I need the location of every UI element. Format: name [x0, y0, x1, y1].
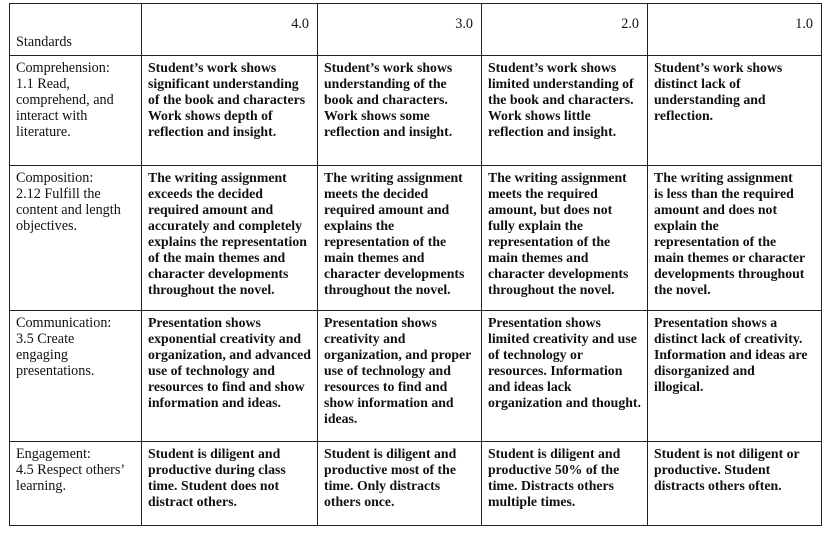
standards-label: Standards	[16, 34, 72, 50]
descriptor-cell	[142, 166, 318, 311]
header-score-cell	[142, 4, 318, 56]
descriptor-cell	[482, 166, 648, 311]
score-label: 1.0	[795, 16, 813, 32]
descriptor-cell	[318, 442, 482, 526]
descriptor-text: Presentation shows exponential creativity and organization, and advanced use of technology and resources to find and show information and ideas.	[148, 315, 311, 410]
score-label: 3.0	[455, 16, 473, 32]
descriptor-text: The writing assignment is less than the required amount and does not explain the representation of the main themes or character developments throughout the novel.	[654, 170, 806, 297]
standard-text: Communication: 3.5 Create engaging presentations.	[16, 315, 112, 379]
descriptor-cell	[318, 56, 482, 166]
standard-cell	[10, 166, 142, 311]
standard-text: Engagement: 4.5 Respect others’ learning.	[16, 446, 126, 494]
descriptor-text: Presentation shows a distinct lack of creativity. Information and ideas are disorganized and illogical.	[654, 315, 808, 394]
table-row	[10, 442, 822, 526]
header-standards-cell	[10, 4, 142, 56]
table-row	[10, 311, 822, 442]
descriptor-text: The writing assignment meets the decided required amount and explains the representation of the main themes and character developments throughout the novel.	[324, 170, 465, 297]
score-label: 4.0	[291, 16, 309, 32]
standard-cell	[10, 311, 142, 442]
descriptor-cell	[482, 56, 648, 166]
descriptor-cell	[482, 442, 648, 526]
descriptor-text: The writing assignment exceeds the decided required amount and accurately and completely explains the representation of the main themes and character developments throughout the novel.	[148, 170, 307, 297]
descriptor-cell	[648, 311, 822, 442]
descriptor-text: Presentation shows creativity and organization, and proper use of technology and resources to find and show information and ideas.	[324, 315, 472, 426]
descriptor-cell	[142, 56, 318, 166]
descriptor-cell	[648, 166, 822, 311]
score-label: 2.0	[621, 16, 639, 32]
standard-cell	[10, 56, 142, 166]
header-row	[10, 4, 822, 56]
descriptor-cell	[318, 166, 482, 311]
descriptor-cell	[142, 442, 318, 526]
descriptor-text: Student’s work shows understanding of the book and characters. Work shows some reflection and insight.	[324, 60, 453, 139]
descriptor-text: Student is diligent and productive 50% of the time. Distracts others multiple times.	[488, 446, 621, 509]
descriptor-text: Student’s work shows significant understanding of the book and characters Work shows depth of reflection and insight.	[148, 60, 306, 139]
header-score-cell	[482, 4, 648, 56]
descriptor-cell	[318, 311, 482, 442]
standard-text: Comprehension: 1.1 Read, comprehend, and interact with literature.	[16, 60, 114, 140]
table-row	[10, 56, 822, 166]
header-score-cell	[648, 4, 822, 56]
standard-cell	[10, 442, 142, 526]
descriptor-cell	[648, 442, 822, 526]
rubric-table	[9, 3, 822, 526]
descriptor-cell	[142, 311, 318, 442]
standard-text: Composition: 2.12 Fulfill the content and length objectives.	[16, 170, 121, 234]
descriptor-text: Student is diligent and productive most of the time. Only distracts others once.	[324, 446, 457, 509]
descriptor-text: Student is not diligent or productive. Student distracts others often.	[654, 446, 800, 493]
descriptor-text: Student’s work shows limited understanding of the book and characters. Work shows little reflection and insight.	[488, 60, 634, 139]
descriptor-text: Student’s work shows distinct lack of understanding and reflection.	[654, 60, 783, 123]
descriptor-text: Presentation shows limited creativity and use of technology or resources. Information and ideas lack organization and thought.	[488, 315, 641, 410]
descriptor-cell	[482, 311, 648, 442]
descriptor-cell	[648, 56, 822, 166]
table-row	[10, 166, 822, 311]
header-score-cell	[318, 4, 482, 56]
descriptor-text: Student is diligent and productive during class time. Student does not distract others.	[148, 446, 286, 509]
descriptor-text: The writing assignment meets the required amount, but does not fully explain the representation of the main themes and character developments throughout the novel.	[488, 170, 629, 297]
